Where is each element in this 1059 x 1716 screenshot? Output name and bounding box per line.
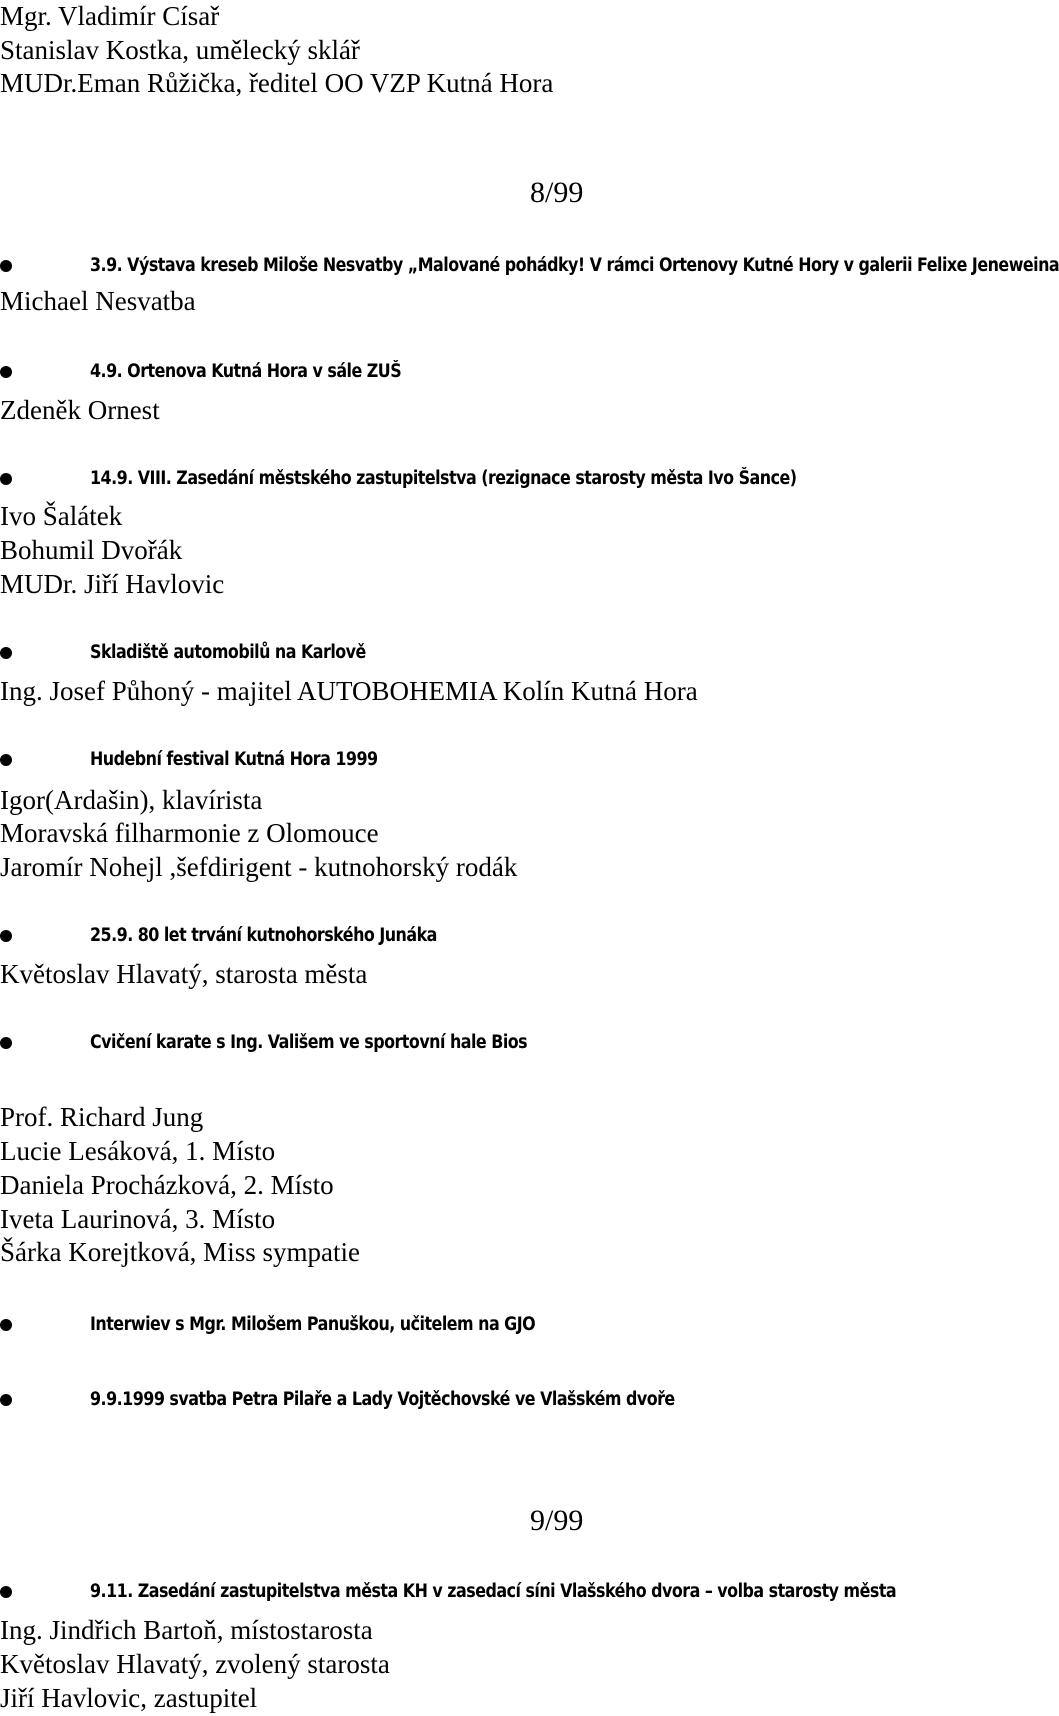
person-line: Prof. Richard Jung (0, 1102, 204, 1132)
person-line: Lucie Lesáková, 1. Místo (0, 1136, 276, 1166)
event-title: Hudební festival Kutná Hora 1999 (90, 749, 378, 770)
event-entry (0, 463, 960, 495)
event-title: Skladiště automobilů na Karlově (90, 642, 366, 663)
person-line: Zdeněk Ornest (0, 395, 160, 425)
person-line: Ivo Šalátek (0, 501, 123, 531)
issue-number: 9/99 (530, 1504, 584, 1537)
person-line: Moravská filharmonie z Olomouce (0, 818, 379, 848)
event-title: 4.9. Ortenova Kutná Hora v sále ZUŠ (90, 361, 402, 382)
bullet-icon (0, 754, 12, 766)
event-title: 9.11. Zasedání zastupitelstva města KH v zasedací síni Vlašského dvora – volba starosty města (90, 1581, 897, 1602)
person-line: MUDr. Jiří Havlovic (0, 569, 225, 599)
person-line: Jaromír Nohejl ,šefdirigent - kutnohorský rodák (0, 852, 518, 882)
person-line: Ing. Jindřich Bartoň, místostarosta (0, 1615, 373, 1645)
event-entry (0, 637, 960, 669)
event-entry (0, 920, 960, 952)
person-line: Šárka Korejtková, Miss sympatie (0, 1237, 360, 1267)
person-line: Bohumil Dvořák (0, 535, 183, 565)
person-line: Květoslav Hlavatý, starosta města (0, 959, 368, 989)
person-line: Daniela Procházková, 2. Místo (0, 1170, 334, 1200)
event-entry (0, 1384, 960, 1416)
bullet-icon (0, 473, 12, 485)
person-line: Iveta Laurinová, 3. Místo (0, 1204, 276, 1234)
event-entry (0, 250, 1059, 282)
issue-number: 8/99 (530, 176, 584, 209)
person-line: Květoslav Hlavatý, zvolený starosta (0, 1649, 390, 1679)
name-line: MUDr.Eman Růžička, ředitel OO VZP Kutná Hora (0, 68, 554, 98)
person-line: Michael Nesvatba (0, 286, 196, 316)
event-title: 14.9. VIII. Zasedání městského zastupitelstva (rezignace starosty města Ivo Šance) (90, 468, 797, 489)
event-entry (0, 356, 960, 388)
bullet-icon (0, 647, 12, 659)
bullet-icon (0, 1037, 12, 1049)
person-line: Igor(Ardašin), klavírista (0, 785, 263, 815)
bullet-icon (0, 1586, 12, 1598)
bullet-icon (0, 260, 12, 272)
event-entry (0, 1027, 960, 1059)
event-entry (0, 1576, 960, 1608)
event-title: 25.9. 80 let trvání kutnohorského Junáka (90, 925, 437, 946)
bullet-icon (0, 1319, 12, 1331)
person-line: Ing. Josef Půhoný - majitel AUTOBOHEMIA Kolín Kutná Hora (0, 676, 698, 706)
person-line: Jiří Havlovic, zastupitel (0, 1683, 258, 1713)
bullet-icon (0, 930, 12, 942)
event-entry (0, 744, 960, 776)
name-line: Stanislav Kostka, umělecký sklář (0, 35, 360, 65)
event-title: Cvičení karate s Ing. Vališem ve sportovní hale Bios (90, 1032, 528, 1053)
event-title: Interwiev s Mgr. Milošem Panuškou, učitelem na GJO (90, 1314, 536, 1335)
event-title: 3.9. Výstava kreseb Miloše Nesvatby „Malované pohádky! V rámci Ortenovy Kutné Hory v galerii Felixe Jeneweina (90, 255, 1059, 276)
event-entry (0, 1309, 960, 1341)
bullet-icon (0, 1394, 12, 1406)
name-line: Mgr. Vladimír Císař (0, 1, 220, 31)
bullet-icon (0, 366, 12, 378)
event-title: 9.9.1999 svatba Petra Pilaře a Lady Vojtěchovské ve Vlašském dvoře (90, 1389, 675, 1410)
